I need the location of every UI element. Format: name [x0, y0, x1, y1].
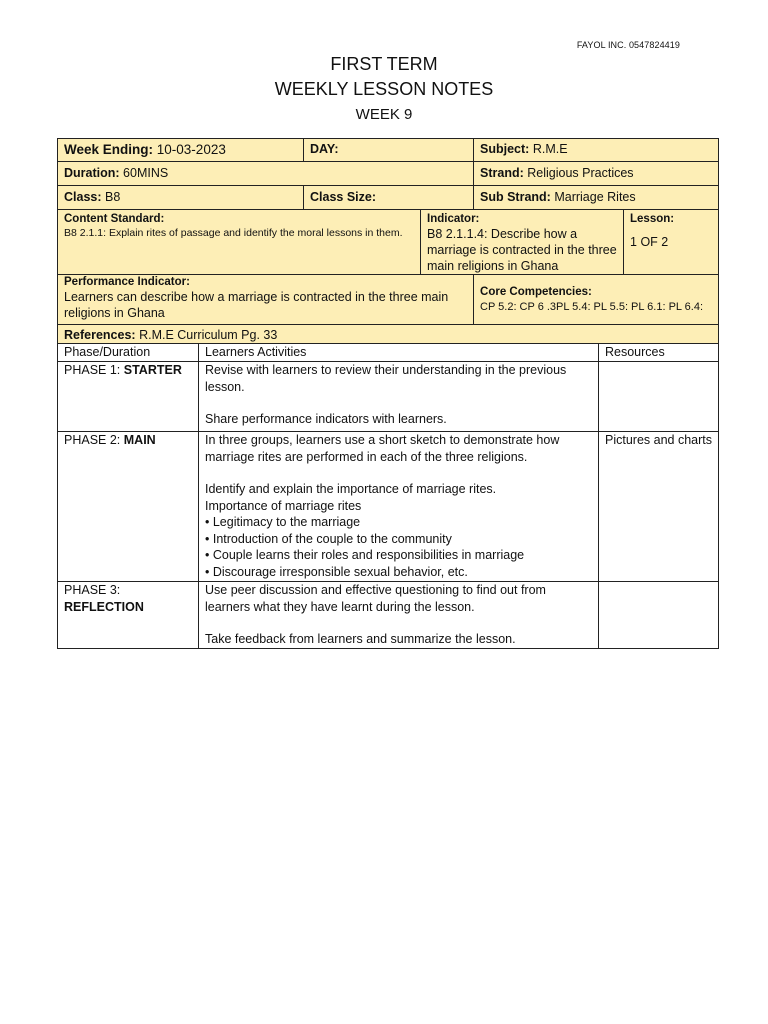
subject-value: R.M.E: [532, 142, 568, 156]
phase3-name: REFLECTION: [64, 599, 144, 614]
phase1-name: STARTER: [123, 363, 182, 377]
duration-value: 60MINS: [123, 166, 169, 180]
phase1-cell: [58, 362, 199, 432]
list-item: • Introduction of the couple to the community: [205, 531, 452, 546]
indicator-value: B8 2.1.1.4: Describe how a marriage is contracted in the three main religions in Ghana: [427, 227, 617, 273]
phase3-activities: [199, 582, 599, 649]
class-value: B8: [105, 190, 121, 204]
content-standard-cell: [58, 210, 421, 275]
indicator-cell: [421, 210, 624, 275]
title-main: WEEKLY LESSON NOTES: [274, 79, 494, 99]
week-ending-cell: [58, 139, 304, 162]
references-value: R.M.E Curriculum Pg. 33: [139, 328, 278, 342]
class-label: Class:: [64, 190, 102, 204]
indicator-label: Indicator:: [427, 213, 480, 225]
performance-indicator-label: Performance Indicator:: [64, 276, 190, 288]
lesson-value: 1 OF 2: [630, 235, 669, 249]
phase1-prefix: PHASE 1:: [64, 363, 121, 377]
list-item: • Discourage irresponsible sexual behavior, etc.: [205, 564, 468, 579]
content-standard-label: Content Standard:: [64, 213, 165, 225]
phase2-activities: [199, 432, 599, 582]
class-size-cell: [304, 186, 474, 210]
phase1-para1: Revise with learners to review their understanding in the previous lesson.: [205, 363, 567, 394]
subject-label: Subject:: [480, 142, 530, 156]
sub-strand-label: Sub Strand:: [480, 190, 551, 204]
lesson-label: Lesson:: [630, 213, 675, 225]
phase2-prefix: PHASE 2:: [64, 433, 121, 447]
phase2-resources: Pictures and charts: [599, 432, 719, 582]
core-competencies-value: CP 5.2: CP 6 .3PL 5.4: PL 5.5: PL 6.1: PL 6.4:: [480, 301, 704, 313]
content-standard-value: B8 2.1.1: Explain rites of passage and identify the moral lessons in them.: [64, 227, 403, 239]
header-note: FAYOL INC. 0547824419: [576, 40, 680, 50]
paragraph-gap: [205, 465, 592, 481]
list-item: • Legitimacy to the marriage: [205, 515, 361, 529]
phase3-resources: [599, 582, 719, 649]
duration-cell: [58, 162, 474, 186]
phase-header: Phase/Duration: [58, 344, 199, 362]
lesson-phases-table: [57, 343, 719, 649]
phase3-para2: Take feedback from learners and summarize the lesson.: [205, 632, 516, 646]
list-item: • Couple learns their roles and responsibilities in marriage: [205, 548, 525, 562]
duration-label: Duration:: [64, 166, 120, 180]
references-label: References:: [64, 328, 136, 342]
sub-strand-cell: [474, 186, 719, 210]
class-size-label: Class Size:: [310, 190, 377, 204]
sub-strand-value: Marriage Rites: [554, 190, 636, 204]
resources-header: Resources: [599, 344, 719, 362]
lesson-info-table: [57, 138, 719, 363]
phase1-activities: [199, 362, 599, 432]
performance-indicator-value: Learners can describe how a marriage is contracted in the three main religions in Ghana: [64, 290, 449, 320]
table-row: [58, 582, 719, 649]
phase2-name: MAIN: [123, 433, 156, 447]
phase3-cell: [58, 582, 199, 649]
subject-cell: [474, 139, 719, 162]
strand-label: Strand:: [480, 166, 524, 180]
core-competencies-label: Core Competencies:: [480, 286, 592, 298]
core-competencies-cell: [474, 275, 719, 325]
title-block: [0, 52, 768, 127]
day-cell: [304, 139, 474, 162]
table-row: [58, 362, 719, 432]
table-row: [58, 432, 719, 582]
phase3-prefix: PHASE 3:: [64, 583, 121, 597]
paragraph-gap: [205, 615, 592, 631]
title-term: FIRST TERM: [330, 54, 438, 74]
phase3-para1: Use peer discussion and effective questioning to find out from learners what they have learnt during the lesson.: [205, 583, 546, 614]
phase2-list-title: Importance of marriage rites: [205, 498, 362, 513]
day-label: DAY:: [310, 142, 339, 156]
class-cell: [58, 186, 304, 210]
phase2-para1: In three groups, learners use a short sketch to demonstrate how marriage rites are performed in each of the three religions.: [205, 433, 560, 464]
title-week: WEEK 9: [355, 106, 413, 123]
phase2-para2: Identify and explain the importance of marriage rites.: [205, 482, 497, 496]
week-ending-label: Week Ending:: [64, 142, 154, 157]
strand-cell: [474, 162, 719, 186]
phase2-cell: [58, 432, 199, 582]
week-ending-value: 10-03-2023: [156, 142, 226, 157]
strand-value: Religious Practices: [527, 166, 634, 180]
paragraph-gap: [205, 395, 592, 411]
activities-header: Learners Activities: [199, 344, 599, 362]
lesson-cell: [624, 210, 719, 275]
performance-indicator-cell: [58, 275, 474, 325]
phase1-para2: Share performance indicators with learners.: [205, 412, 447, 426]
phase1-resources: [599, 362, 719, 432]
